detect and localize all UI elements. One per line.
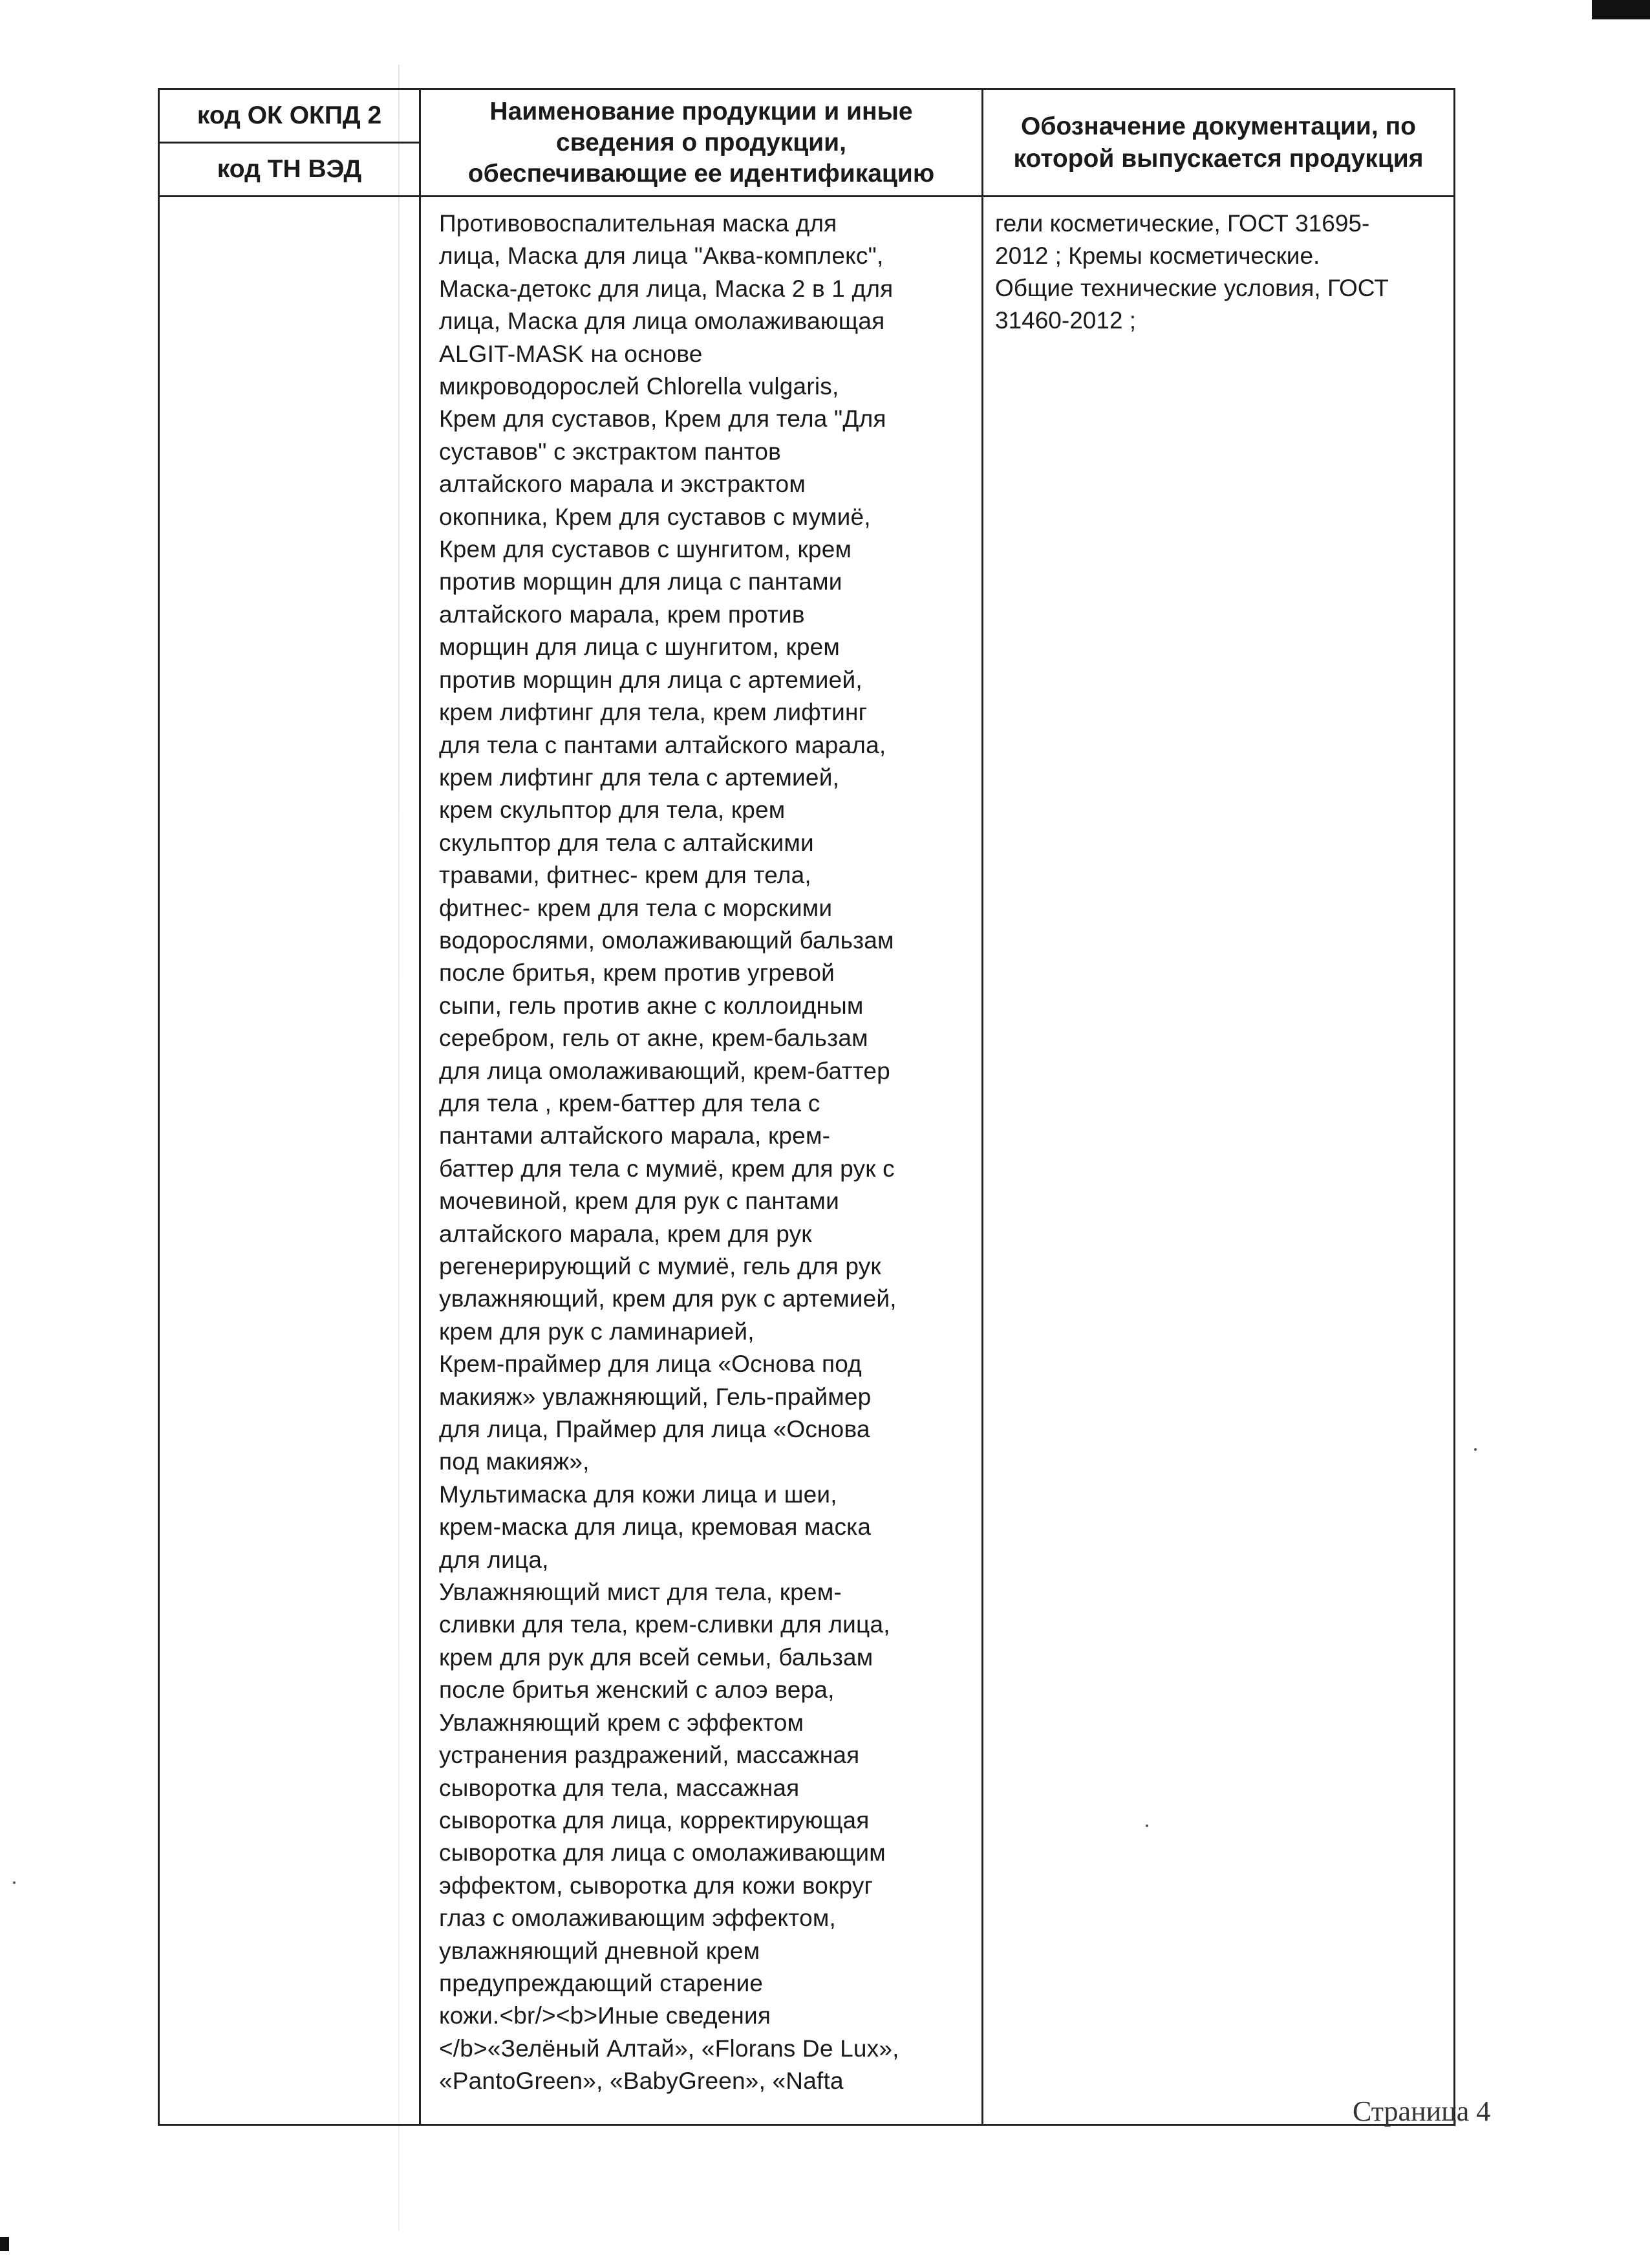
- product-text-line: суставов" с экстрактом пантов: [439, 438, 781, 465]
- header-documentation-line: Обозначение документации, по: [1021, 112, 1416, 140]
- product-text-line: регенерирующий с мумиё, гель для рук: [439, 1253, 881, 1279]
- product-text-line: для лица омолаживающий, крем-баттер: [439, 1057, 890, 1084]
- product-text-line: пантами алтайского марала, крем-: [439, 1122, 831, 1150]
- product-text-line: крем лифтинг для тела с артемией,: [439, 764, 840, 791]
- product-text-line: сыпи, гель против акне с коллоидным: [439, 992, 864, 1019]
- product-text-line: Крем для суставов, Крем для тела "Для: [439, 405, 886, 433]
- product-text-line: </b>«Зелёный Алтай», «Florans De Lux»,: [439, 2035, 899, 2062]
- header-documentation: [983, 89, 1455, 197]
- product-text-line: эффектом, сыворотка для кожи вокруг: [439, 1872, 873, 1899]
- header-product-name-line: Наименование продукции и иные: [489, 97, 913, 125]
- product-text-line: алтайского марала, крем против: [439, 601, 805, 628]
- product-text-line: предупреждающий старение: [439, 1969, 764, 1996]
- product-text-line: микроводорослей Chlorella vulgaris,: [439, 373, 839, 400]
- product-text-line: Маска-детокс для лица, Маска 2 в 1 для: [439, 275, 894, 302]
- product-text-line: для тела , крем-баттер для тела с: [439, 1089, 820, 1117]
- header-product-name-line: обеспечивающие ее идентификацию: [467, 159, 935, 187]
- scan-speck: [1474, 1448, 1477, 1451]
- product-text-line: ALGIT-MASK на основе: [439, 340, 703, 367]
- product-text-line: алтайского марала и экстрактом: [439, 471, 806, 498]
- product-text-line: крем для рук для всей семьи, бальзам: [439, 1643, 873, 1671]
- product-text-line: алтайского марала, крем для рук: [439, 1220, 812, 1247]
- documentation-cell: [983, 197, 1455, 2125]
- product-text-line: Крем для суставов с шунгитом, крем: [439, 536, 852, 563]
- product-text-line: «PantoGreen», «BabyGreen», «Nafta: [439, 2068, 844, 2095]
- product-text-line: морщин для лица с шунгитом, крем: [439, 634, 841, 661]
- product-text-line: сыворотка для тела, массажная: [439, 1774, 800, 1801]
- product-text-line: для лица,: [439, 1546, 549, 1573]
- product-text-line: после бритья женский с алоэ вера,: [439, 1676, 835, 1704]
- page-number: Страница 4: [1353, 2095, 1491, 2127]
- header-product-name-line: сведения о продукции,: [556, 128, 846, 156]
- header-product-name: [420, 89, 983, 197]
- product-text-line: травами, фитнес- крем для тела,: [439, 862, 811, 889]
- documentation-text-line: Общие технические условия, ГОСТ: [995, 275, 1389, 301]
- product-text-line: Противовоспалительная маска для: [439, 210, 837, 237]
- product-text-line: скульптор для тела с алтайскими: [439, 829, 814, 856]
- header-okpd-label: код ОК ОКПД 2: [197, 102, 382, 129]
- product-text-line: макияж» увлажняющий, Гель-праймер: [439, 1383, 872, 1410]
- table-row: [159, 197, 1455, 2125]
- product-text-line: крем для рук с ламинарией,: [439, 1318, 755, 1345]
- product-text-line: для тела с пантами алтайского марала,: [439, 731, 886, 758]
- product-text-line: крем скульптор для тела, крем: [439, 797, 786, 824]
- product-text-line: устранения раздражений, массажная: [439, 1742, 860, 1769]
- product-text-line: сыворотка для лица, корректирующая: [439, 1806, 870, 1834]
- product-text-line: Мультимаска для кожи лица и шеи,: [439, 1481, 837, 1508]
- product-text-line: фитнес- крем для тела с морскими: [439, 894, 833, 921]
- product-text-line: серебром, гель от акне, крем-бальзам: [439, 1025, 868, 1052]
- header-tnved-code: [159, 143, 420, 197]
- product-text-line: против морщин для лица с артемией,: [439, 666, 862, 693]
- product-text-line: увлажняющий дневной крем: [439, 1937, 760, 1964]
- product-text-line: сливки для тела, крем-сливки для лица,: [439, 1611, 890, 1638]
- documentation-text-line: гели косметические, ГОСТ 31695-: [995, 210, 1370, 237]
- table-header-row: [159, 89, 1455, 143]
- header-okpd-code: [159, 89, 420, 143]
- product-text-line: окопника, Крем для суставов с мумиё,: [439, 503, 871, 530]
- product-text-line: после бритья, крем против угревой: [439, 959, 835, 987]
- product-text-line: Крем-праймер для лица «Основа под: [439, 1351, 862, 1378]
- header-documentation-line: которой выпускается продукция: [1013, 144, 1424, 173]
- product-text-line: мочевиной, крем для рук с пантами: [439, 1188, 839, 1215]
- scan-speck: [1146, 1824, 1148, 1827]
- certificate-product-table: [158, 88, 1455, 2126]
- product-text-line: лица, Маска для лица "Аква-комплекс",: [439, 242, 884, 270]
- code-cell: [159, 197, 420, 2125]
- product-text-line: кожи.<br/><b>Иные сведения: [439, 2002, 771, 2029]
- product-text-line: крем-маска для лица, кремовая маска: [439, 1514, 872, 1541]
- product-text-line: увлажняющий, крем для рук с артемией,: [439, 1285, 897, 1312]
- product-description-cell: [420, 197, 983, 2125]
- scan-edge-mark: [0, 2237, 9, 2251]
- documentation-text-line: 31460-2012 ;: [995, 307, 1137, 334]
- product-text-line: Увлажняющий мист для тела, крем-: [439, 1579, 842, 1606]
- product-text-line: Увлажняющий крем с эффектом: [439, 1709, 804, 1736]
- product-text-line: баттер для тела с мумиё, крем для рук с: [439, 1155, 895, 1182]
- documentation-text-line: 2012 ; Кремы косметические.: [995, 242, 1320, 269]
- scan-corner-mark: [1592, 0, 1650, 19]
- product-text-line: сыворотка для лица с омолаживающим: [439, 1839, 886, 1867]
- header-tnved-label: код ТН ВЭД: [217, 155, 362, 183]
- product-text-line: для лица, Праймер для лица «Основа: [439, 1416, 870, 1443]
- product-text-line: лица, Маска для лица омолаживающая: [439, 308, 885, 335]
- product-text-line: крем лифтинг для тела, крем лифтинг: [439, 699, 868, 726]
- product-text-line: глаз с омолаживающим эффектом,: [439, 1905, 836, 1932]
- scan-speck: [13, 1881, 16, 1884]
- product-text-line: под макияж»,: [439, 1448, 590, 1475]
- product-text-line: против морщин для лица с пантами: [439, 568, 842, 595]
- product-text-line: водорослями, омолаживающий бальзам: [439, 926, 894, 954]
